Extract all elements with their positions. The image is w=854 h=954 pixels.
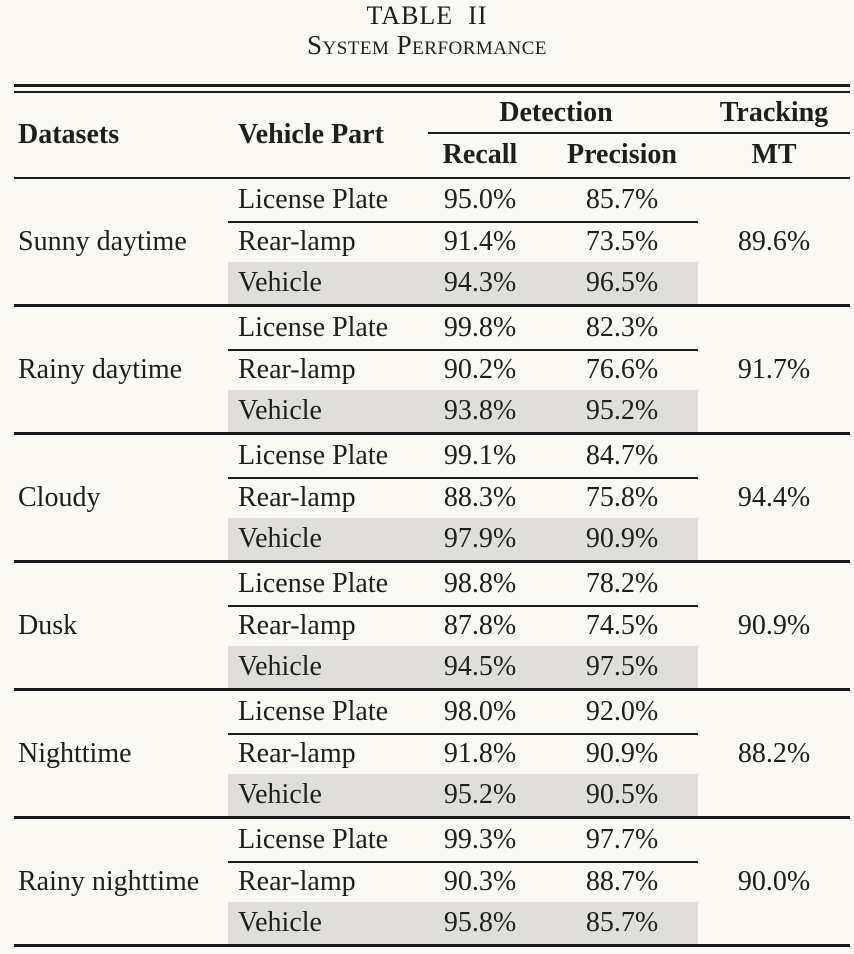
performance-table: [14, 84, 850, 947]
mt-value: 94.4%: [737, 481, 811, 513]
dataset-label: Rainy nighttime: [18, 865, 200, 897]
vehicle-part-cell: License Plate: [238, 440, 389, 471]
table-header: [14, 93, 850, 179]
vehicle-part-cell: Vehicle: [228, 390, 414, 432]
vehicle-part-cell: Rear-lamp: [238, 225, 356, 257]
precision-value: 78.2%: [585, 568, 659, 599]
recall-value: 91.4%: [443, 225, 517, 257]
vehicle-part-cell: License Plate: [238, 696, 389, 727]
vehicle-part-cell: License Plate: [238, 312, 389, 343]
vehicle-part-cell: License Plate: [238, 568, 389, 599]
precision-value: 88.7%: [585, 865, 659, 897]
vehicle-part-cell: Rear-lamp: [238, 737, 356, 769]
precision-value: 82.3%: [585, 312, 659, 343]
table-subtitle: System Performance: [306, 30, 548, 60]
recall-value: 95.2%: [414, 774, 546, 816]
col-header-precision: Precision: [567, 139, 677, 170]
dataset-label: Sunny daytime: [18, 225, 187, 257]
dataset-label: Rainy daytime: [18, 353, 183, 385]
recall-value: 99.8%: [443, 312, 517, 343]
precision-value: 75.8%: [585, 481, 659, 513]
vehicle-part-cell: Vehicle: [228, 646, 414, 688]
recall-value: 90.2%: [443, 353, 517, 385]
precision-value: 97.5%: [546, 646, 698, 688]
table-caption: [0, 0, 854, 60]
precision-value: 84.7%: [585, 440, 659, 471]
dataset-group-cloudy: [14, 435, 850, 563]
dataset-label: Nighttime: [18, 737, 132, 769]
group-partial-rule: [228, 477, 698, 479]
col-header-vehicle-part: Vehicle Part: [238, 119, 384, 150]
precision-value: 96.5%: [546, 262, 698, 304]
col-header-mt: MT: [751, 139, 797, 170]
mt-value: 91.7%: [737, 353, 811, 385]
dataset-group-nighttime: [14, 691, 850, 819]
recall-value: 99.1%: [443, 440, 517, 471]
recall-value: 95.8%: [414, 902, 546, 944]
recall-value: 93.8%: [414, 390, 546, 432]
precision-value: 95.2%: [546, 390, 698, 432]
vehicle-part-cell: Rear-lamp: [238, 609, 356, 641]
vehicle-part-cell: Vehicle: [228, 518, 414, 560]
dataset-group-rainy-nighttime: [14, 819, 850, 947]
mt-value: 90.9%: [737, 609, 811, 641]
vehicle-part-cell: Rear-lamp: [238, 353, 356, 385]
vehicle-part-cell: License Plate: [238, 184, 389, 215]
vehicle-part-cell: Vehicle: [228, 902, 414, 944]
vehicle-part-cell: Vehicle: [228, 262, 414, 304]
dataset-group-sunny-daytime: [14, 179, 850, 307]
header-partial-rule: [428, 132, 850, 134]
precision-value: 76.6%: [585, 353, 659, 385]
recall-value: 91.8%: [443, 737, 517, 769]
dataset-label: Cloudy: [18, 481, 101, 513]
dataset-group-dusk: [14, 563, 850, 691]
recall-value: 99.3%: [443, 824, 517, 855]
mt-value: 89.6%: [737, 225, 811, 257]
precision-value: 73.5%: [585, 225, 659, 257]
col-header-detection: Detection: [499, 97, 613, 128]
mt-value: 88.2%: [737, 737, 811, 769]
col-header-datasets: Datasets: [18, 119, 120, 150]
recall-value: 97.9%: [414, 518, 546, 560]
vehicle-part-cell: Rear-lamp: [238, 481, 356, 513]
group-partial-rule: [228, 733, 698, 735]
recall-value: 98.8%: [443, 568, 517, 599]
col-header-recall: Recall: [442, 139, 518, 170]
recall-value: 87.8%: [443, 609, 517, 641]
recall-value: 98.0%: [443, 696, 517, 727]
group-partial-rule: [228, 221, 698, 223]
precision-value: 90.9%: [585, 737, 659, 769]
group-partial-rule: [228, 349, 698, 351]
vehicle-part-cell: License Plate: [238, 824, 389, 855]
recall-value: 90.3%: [443, 865, 517, 897]
col-header-tracking: Tracking: [719, 97, 829, 128]
precision-value: 90.9%: [546, 518, 698, 560]
precision-value: 90.5%: [546, 774, 698, 816]
precision-value: 74.5%: [585, 609, 659, 641]
precision-value: 85.7%: [585, 184, 659, 215]
precision-value: 85.7%: [546, 902, 698, 944]
precision-value: 97.7%: [585, 824, 659, 855]
dataset-group-rainy-daytime: [14, 307, 850, 435]
recall-value: 94.5%: [414, 646, 546, 688]
group-partial-rule: [228, 605, 698, 607]
recall-value: 88.3%: [443, 481, 517, 513]
recall-value: 94.3%: [414, 262, 546, 304]
vehicle-part-cell: Vehicle: [228, 774, 414, 816]
vehicle-part-cell: Rear-lamp: [238, 865, 356, 897]
group-partial-rule: [228, 861, 698, 863]
mt-value: 90.0%: [737, 865, 811, 897]
table-number: TABLE II: [366, 1, 488, 30]
recall-value: 95.0%: [443, 184, 517, 215]
dataset-label: Dusk: [18, 609, 78, 641]
precision-value: 92.0%: [585, 696, 659, 727]
